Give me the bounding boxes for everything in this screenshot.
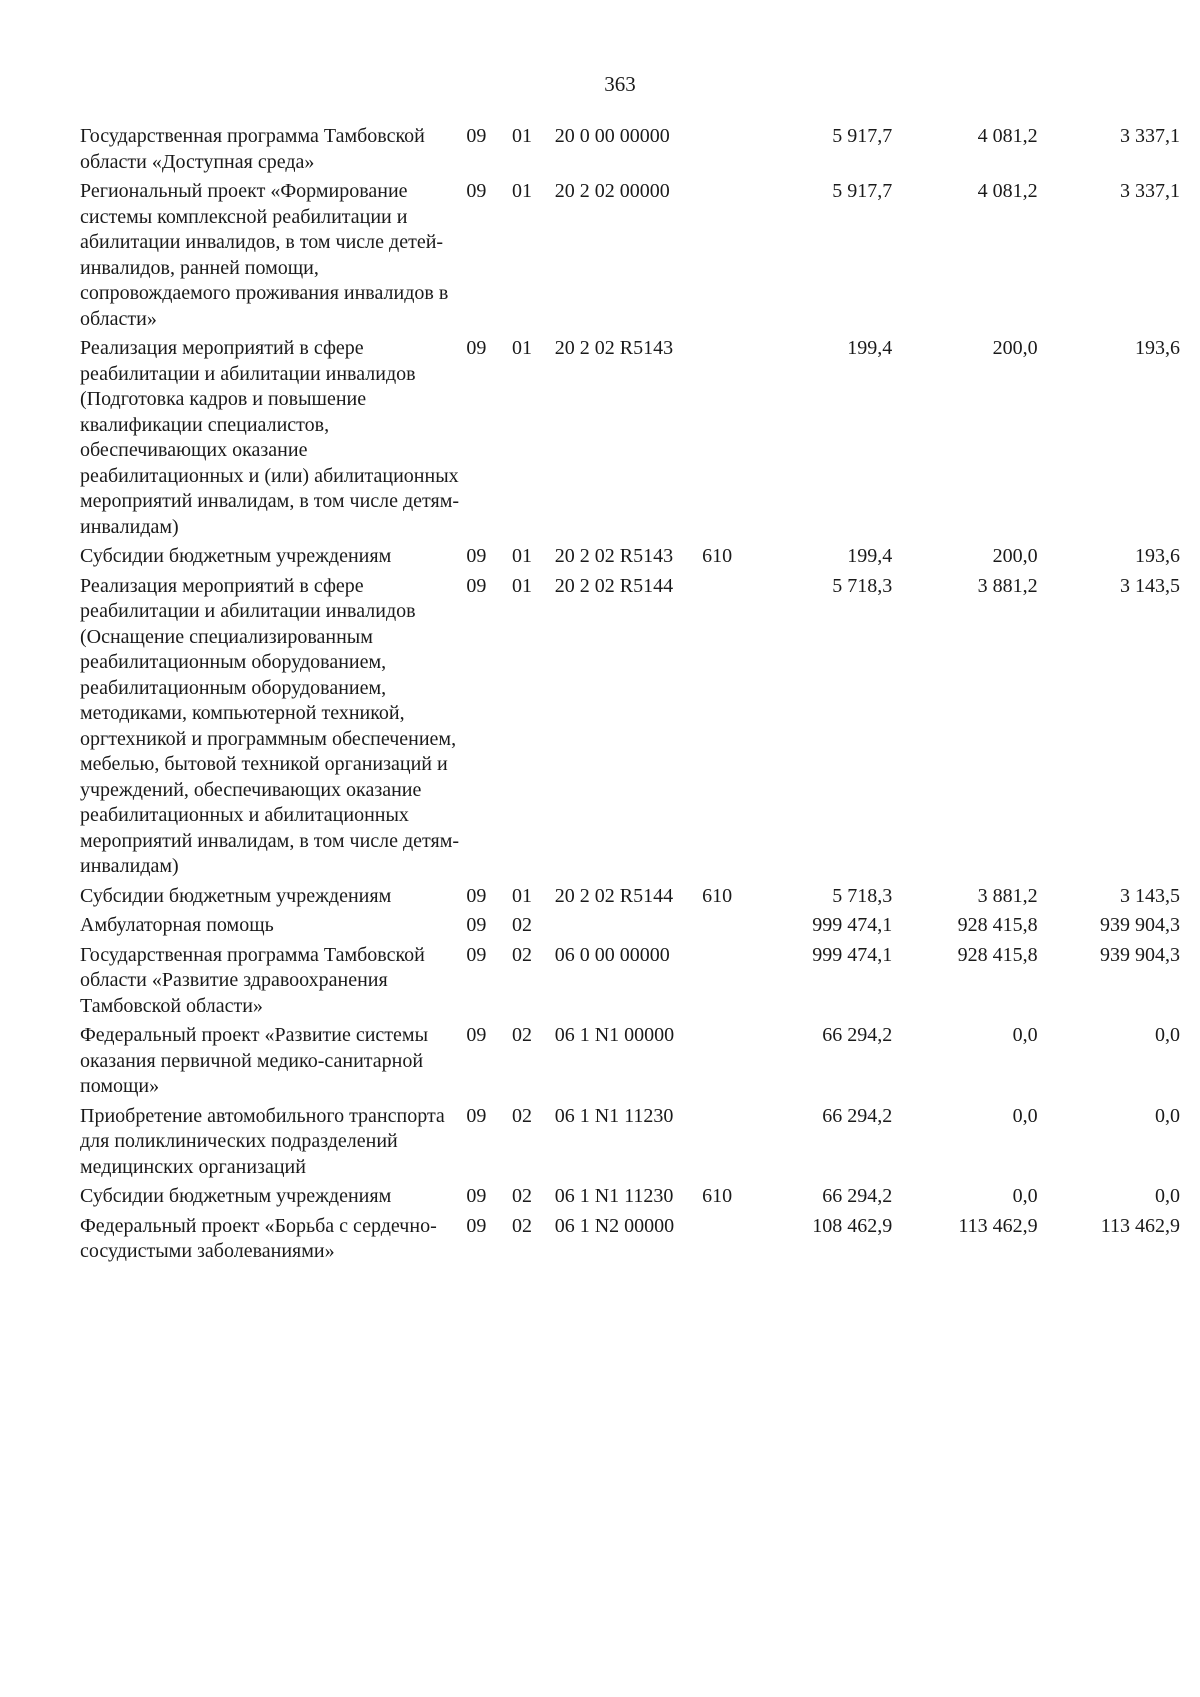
amount-year2-cell: 0,0 [1012,1104,1038,1127]
row-name-cell: Региональный проект «Формирование системы комплексной реабилитации и абилитации инвалидов, в том числе детей-инвалидов, ранней помощи, сопровождаемого проживания инвалидов в области» [80,180,449,330]
expense-type-cell [702,179,753,336]
subsection-code-cell: 02 [512,1214,533,1237]
target-article-cell: 06 1 N1 11230 [554,1104,674,1127]
section-code-cell: 09 [466,1104,487,1127]
amount-year3-cell: 193,6 [1135,545,1180,567]
budget-rows [80,124,1180,1269]
amount-year2-cell: 200,0 [992,337,1038,359]
budget-table [80,124,1180,1269]
subsection-code-cell: 01 [512,545,533,567]
amount-year1-cell: 199,4 [847,545,893,567]
amount-year3-cell: 3 337,1 [1120,180,1180,202]
table-row [80,884,1180,914]
row-name-cell: Субсидии бюджетным учреждениям [80,1185,392,1207]
target-article-cell: 06 0 00 00000 [554,943,670,966]
section-code-cell: 09 [466,574,487,597]
table-row [80,336,1180,544]
subsection-code-cell: 01 [512,125,533,147]
amount-year2-cell: 4 081,2 [977,180,1038,202]
target-article-cell: 06 1 N1 11230 [554,1185,674,1207]
expense-type-cell [702,336,753,544]
table-row [80,943,1180,1024]
amount-year3-cell: 3 337,1 [1120,125,1180,147]
row-name-cell: Приобретение автомобильного транспорта для поликлинических подразделений медицинских организаций [80,1104,445,1178]
amount-year1-cell: 999 474,1 [812,914,893,936]
amount-year1-cell: 5 718,3 [832,884,893,907]
section-code-cell: 09 [466,125,487,147]
expense-type-cell [702,1104,753,1185]
amount-year2-cell: 928 415,8 [957,943,1038,966]
row-name-cell: Государственная программа Тамбовской области «Развитие здравоохранения Тамбовской области» [80,943,425,1017]
expense-type-cell [702,1023,753,1104]
row-name-cell: Амбулаторная помощь [80,914,274,936]
subsection-code-cell: 01 [512,574,533,597]
table-row [80,544,1180,574]
table-row [80,124,1180,179]
expense-type-cell [702,124,753,179]
subsection-code-cell: 01 [512,180,533,202]
target-article-cell: 20 2 02 R5144 [554,884,674,907]
amount-year2-cell: 0,0 [1012,1185,1038,1207]
expense-type-cell: 610 [702,884,733,907]
section-code-cell: 09 [466,180,487,202]
subsection-code-cell: 01 [512,884,533,907]
target-article-cell: 20 0 00 00000 [554,125,670,147]
section-code-cell: 09 [466,545,487,567]
amount-year3-cell: 193,6 [1135,337,1180,359]
target-article-cell: 20 2 02 R5143 [554,337,674,359]
expense-type-cell: 610 [702,1185,733,1207]
amount-year3-cell: 3 143,5 [1120,574,1180,597]
subsection-code-cell: 02 [512,914,533,936]
row-name-cell: Субсидии бюджетным учреждениям [80,545,392,567]
expense-type-cell [702,1214,753,1269]
row-name-cell: Федеральный проект «Борьба с сердечно-сосудистыми заболеваниями» [80,1214,437,1262]
amount-year2-cell: 113 462,9 [958,1214,1038,1237]
subsection-code-cell: 02 [512,1185,533,1207]
section-code-cell: 09 [466,914,487,936]
amount-year3-cell: 0,0 [1155,1104,1180,1127]
table-row [80,913,1180,943]
row-name-cell: Реализация мероприятий в сфере реабилитации и абилитации инвалидов (Подготовка кадров и повышение квалификации специалистов, обеспечивающих оказание реабилитационных и (или) абилитационных мероприятий инвалидам, в том числе детям-инвалидам) [80,337,460,538]
section-code-cell: 09 [466,337,487,359]
subsection-code-cell: 01 [512,337,533,359]
table-row [80,1214,1180,1269]
page-number: 363 [604,72,636,96]
section-code-cell: 09 [466,943,487,966]
row-name-cell: Субсидии бюджетным учреждениям [80,884,392,907]
amount-year3-cell: 0,0 [1155,1185,1180,1207]
expense-type-cell: 610 [702,545,733,567]
amount-year1-cell: 66 294,2 [822,1185,893,1207]
table-row [80,1104,1180,1185]
subsection-code-cell: 02 [512,1024,533,1046]
expense-type-cell [702,913,753,943]
amount-year1-cell: 5 718,3 [832,574,893,597]
target-article-cell: 06 1 N1 00000 [554,1024,675,1046]
section-code-cell: 09 [466,1214,487,1237]
target-article-cell: 20 2 02 R5143 [554,545,674,567]
amount-year3-cell: 939 904,3 [1100,943,1180,966]
section-code-cell: 09 [466,1024,487,1046]
amount-year3-cell: 3 143,5 [1120,884,1180,907]
table-row [80,574,1180,884]
row-name-cell: Государственная программа Тамбовской области «Доступная среда» [80,125,425,173]
amount-year2-cell: 0,0 [1012,1024,1038,1046]
target-article-cell: 06 1 N2 00000 [554,1214,675,1237]
table-row [80,1023,1180,1104]
target-article-cell: 20 2 02 R5144 [554,574,674,597]
amount-year3-cell: 939 904,3 [1100,914,1180,936]
amount-year1-cell: 5 917,7 [832,180,893,202]
amount-year3-cell: 0,0 [1155,1024,1180,1046]
amount-year2-cell: 3 881,2 [977,884,1038,907]
amount-year2-cell: 928 415,8 [957,914,1038,936]
subsection-code-cell: 02 [512,943,533,966]
amount-year2-cell: 4 081,2 [977,125,1038,147]
amount-year3-cell: 113 462,9 [1100,1214,1180,1237]
row-name-cell: Федеральный проект «Развитие системы оказания первичной медико-санитарной помощи» [80,1024,429,1097]
expense-type-cell [702,943,753,1024]
target-article-cell: 20 2 02 00000 [554,180,670,202]
amount-year1-cell: 199,4 [847,337,893,359]
section-code-cell: 09 [466,1185,487,1207]
subsection-code-cell: 02 [512,1104,533,1127]
amount-year1-cell: 66 294,2 [822,1104,893,1127]
table-row [80,179,1180,336]
expense-type-cell [702,574,753,884]
row-name-cell: Реализация мероприятий в сфере реабилитации и абилитации инвалидов (Оснащение специализированным реабилитационным оборудованием, реабилитационным оборудованием, методиками, компьютерной техникой, оргтехникой и программным обеспечением, мебелью, бытовой техникой организаций и учреждений, обеспечивающих оказание реабилитационных и абилитационных мероприятий инвалидам, в том числе детям-инвалидам) [80,574,460,877]
table-row [80,1184,1180,1214]
amount-year1-cell: 66 294,2 [822,1024,893,1046]
amount-year2-cell: 200,0 [992,545,1038,567]
amount-year2-cell: 3 881,2 [977,574,1038,597]
section-code-cell: 09 [466,884,487,907]
amount-year1-cell: 5 917,7 [832,125,893,147]
target-article-cell [555,913,702,943]
amount-year1-cell: 999 474,1 [812,943,893,966]
amount-year1-cell: 108 462,9 [812,1214,893,1237]
